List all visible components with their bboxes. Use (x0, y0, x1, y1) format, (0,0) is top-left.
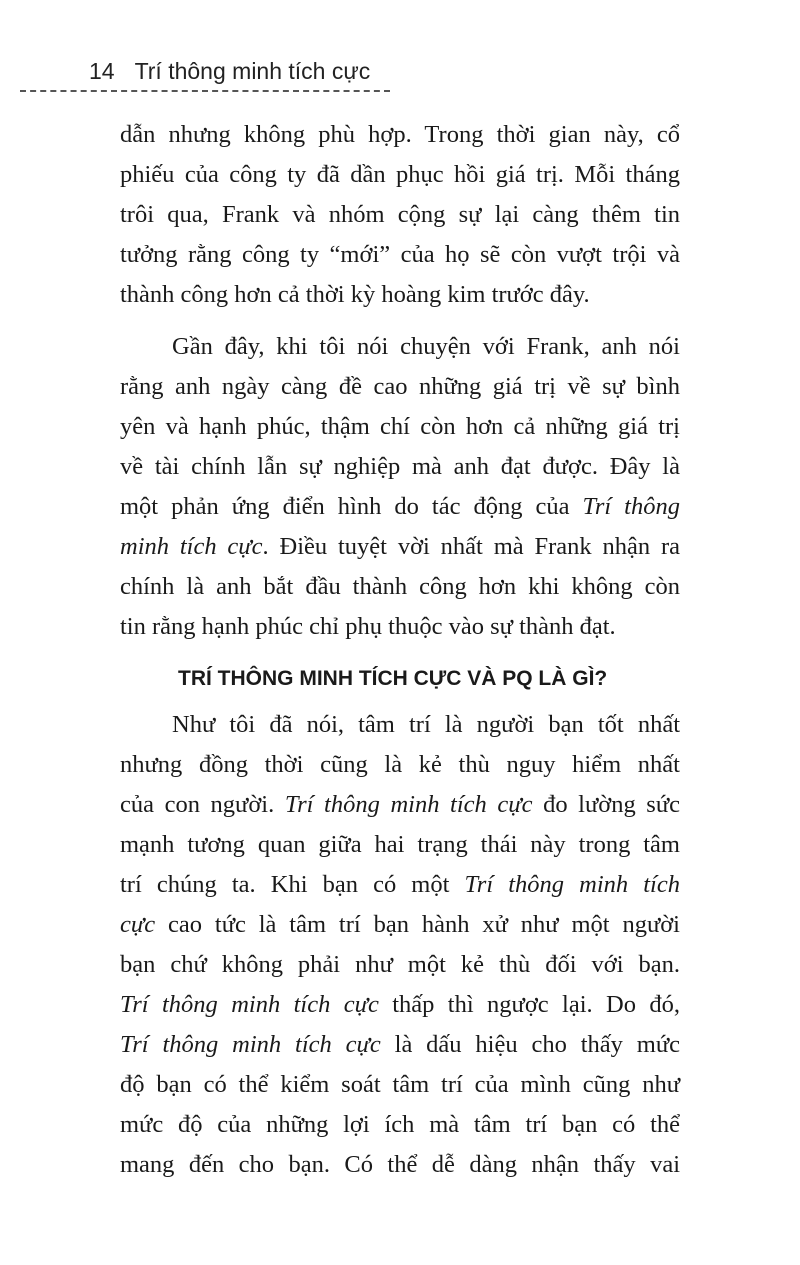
text-line: bạn chứ không phải như một kẻ thù đối với bạn. (120, 951, 680, 978)
text-line: độ bạn có thể kiểm soát tâm trí của mình cũng như (120, 1071, 680, 1098)
italic-term: Trí thông (582, 493, 680, 520)
page-body (120, 115, 680, 1185)
italic-term: Trí thông minh tích cực (284, 791, 533, 818)
text-line: mạnh tương quan giữa hai trạng thái này trong tâm (120, 831, 680, 858)
text-span: trí chúng ta. Khi bạn có một (120, 871, 465, 898)
running-header (89, 58, 370, 85)
text-line (120, 905, 680, 945)
header-divider (20, 90, 390, 92)
text-line: mang đến cho bạn. Có thể dễ dàng nhận thấy vai (120, 1151, 680, 1178)
text-line (120, 487, 680, 527)
text-line: tin rằng hạnh phúc chỉ phụ thuộc vào sự thành đạt. (120, 613, 616, 640)
book-title: Trí thông minh tích cực (134, 58, 371, 84)
text-line: yên và hạnh phúc, thậm chí còn hơn cả những giá trị (120, 413, 680, 440)
text-line (120, 865, 680, 905)
text-line: dẫn nhưng không phù hợp. Trong thời gian này, cổ (120, 121, 680, 148)
section-heading: TRÍ THÔNG MINH TÍCH CỰC VÀ PQ LÀ GÌ? (178, 667, 608, 690)
italic-term: Trí thông minh tích cực (120, 991, 379, 1018)
text-span: thấp thì ngược lại. Do đó, (378, 991, 680, 1018)
italic-term: cực (120, 911, 156, 938)
text-line (120, 985, 680, 1025)
italic-term: Trí thông minh tích (464, 871, 680, 898)
text-span: cao tức là tâm trí bạn hành xử như một người (155, 911, 680, 938)
text-span: . Điều tuyệt vời nhất mà Frank nhận ra (262, 533, 680, 560)
paragraph-3 (120, 705, 680, 1185)
text-line: nhưng đồng thời cũng là kẻ thù nguy hiểm nhất (120, 751, 680, 778)
text-line (120, 527, 680, 567)
text-line (120, 785, 680, 825)
text-line: mức độ của những lợi ích mà tâm trí bạn có thể (120, 1111, 680, 1138)
italic-term: Trí thông minh tích cực (120, 1031, 381, 1058)
text-line (120, 1025, 680, 1065)
text-line: chính là anh bắt đầu thành công hơn khi không còn (120, 573, 680, 600)
text-line: Như tôi đã nói, tâm trí là người bạn tốt nhất (172, 711, 680, 738)
text-line: phiếu của công ty đã dần phục hồi giá trị. Mỗi tháng (120, 161, 680, 188)
paragraph-1 (120, 115, 680, 315)
text-span: của con người. (120, 791, 285, 818)
text-line: thành công hơn cả thời kỳ hoàng kim trước đây. (120, 281, 590, 308)
text-line: rằng anh ngày càng đề cao những giá trị về sự bình (120, 373, 680, 400)
paragraph-2 (120, 327, 680, 647)
text-span: đo lường sức (532, 791, 680, 818)
text-line: Gần đây, khi tôi nói chuyện với Frank, anh nói (172, 333, 680, 360)
text-span: là dấu hiệu cho thấy mức (380, 1031, 680, 1058)
text-line: trôi qua, Frank và nhóm cộng sự lại càng thêm tin (120, 201, 680, 228)
page-number: 14 (89, 58, 115, 84)
text-span: một phản ứng điển hình do tác động của (120, 493, 583, 520)
text-line: về tài chính lẫn sự nghiệp mà anh đạt được. Đây là (120, 453, 680, 480)
text-line: tưởng rằng công ty “mới” của họ sẽ còn vượt trội và (120, 241, 680, 268)
italic-term: minh tích cực (120, 533, 263, 560)
